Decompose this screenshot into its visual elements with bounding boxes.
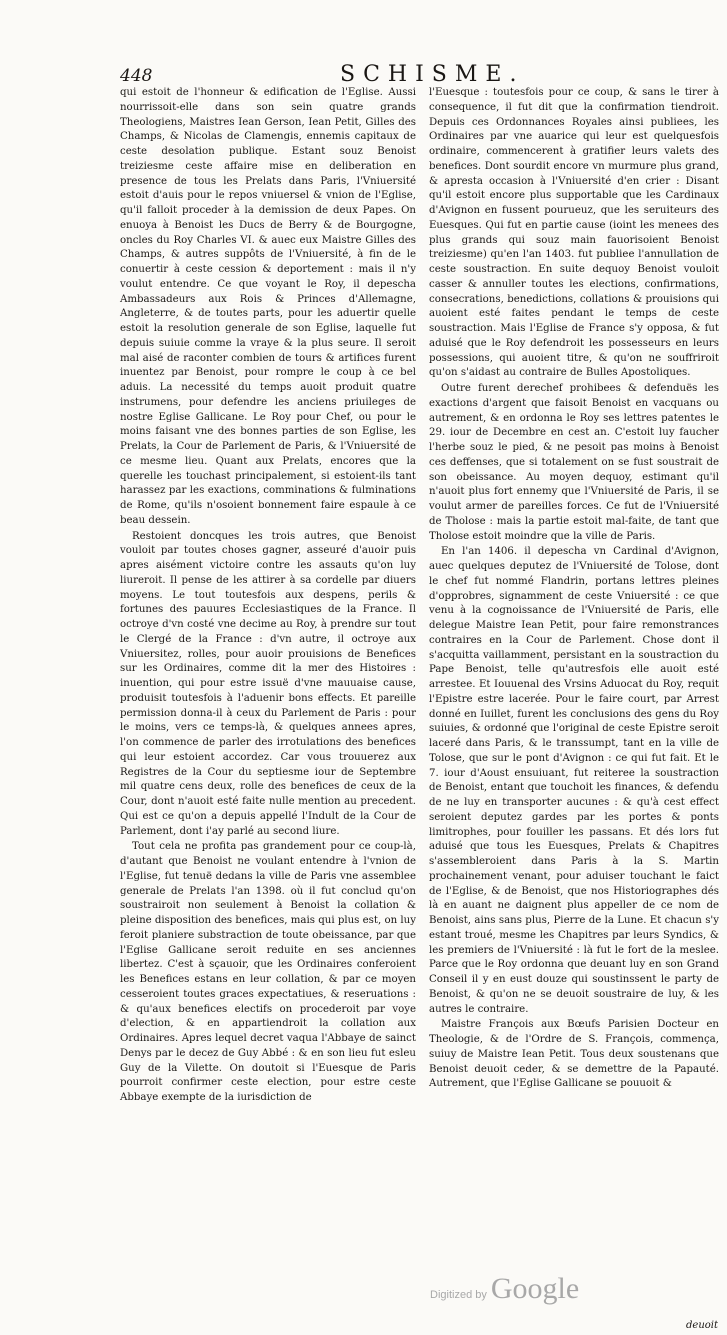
right-column [429,86,719,1092]
running-title: SCHISME. [340,62,525,87]
google-watermark [430,1272,579,1312]
paragraph: Tout cela ne profita pas grandement pour ce coup-là, d'autant que Benoist ne voulant entendre à l'vnion de l'Eglise, fut tenuë dedans la ville de Paris vne assemblee generale de Prelats l'an 1398. où il fut conclud qu'on soustrairoit non seulement à Benoist la collation & pleine disposition des benefices, mais qui plus est, on luy feroit planiere substraction de toute obeissance, par que l'Eglise Gallicane seroit reduite en ses anciennes libertez. C'est à sçauoir, que les Ordinaires conferoient les Benefices estans en leur collation, & par ce moyen cesseroient toutes graces expectatiues, & reseruations : & qu'aux benefices electifs on procederoit par voye d'election, & en appartiendroit la collation aux Ordinaires. Apres lequel decret vaqua l'Abbaye de sainct Denys par le decez de Guy Abbé : & en son lieu fut esleu Guy de la Vilette. On doutoit si l'Euesque de Paris pourroit confirmer ceste election, pour estre ceste Abbaye exempte de la iurisdiction de [120,841,416,1103]
page-number: 448 [120,66,153,86]
watermark-prefix: Digitized by [430,1289,487,1301]
paragraph: En l'an 1406. il depescha vn Cardinal d'Avignon, auec quelques deputez de l'Vniuersité de Tolose, dont le chef fut nommé Flandrin, portans lettres pleines d'opprobres, signamment de ceste Vniuersité : ce que venu à la cognoissance de l'Vniuersité de Paris, elle delegue Maistre Iean Petit, pour faire remonstrances contraires en la Cour de Parlement. Chose dont il s'acquitta vaillamment, persistant en la soustraction du Pape Benoist, telle qu'autresfois elle auoit esté arrestee. Et Iouuenal des Vrsins Aduocat du Roy, requit l'Epistre estre lacerée. Pour le faire court, par Arrest donné en Iuillet, furent les conclusions des gens du Roy suiuies, & ordonné que l'original de ceste Epistre seroit laceré dans Paris, & le transsumpt, tant en la ville de Tolose, que sur le pont d'Avignon : ce qui fut fait. Et le 7. iour d'Aoust ensuiuant, fut reiteree la soustraction de Benoist, entant que touchoit les finances, & defendu de ne luy en transporter aucunes : & qu'à cest effect seroient deputez gardes par les portes & ponts limitrophes, pour fouiller les passans. Et dés lors fut aduisé que tous les Euesques, Prelats & Chapitres s'assembleroient dans Paris à la S. Martin prochainement venant, pour aduiser touchant le faict de l'Eglise, & de Benoist, que nos Historiographes dés là en auant ne daignent plus appeller de ce nom de Benoist, ains sans plus, Pierre de la Lune. Et chacun s'y estant troué, mesme les Chapitres par leurs Syndics, & les premiers de l'Vniuersité : là fut le fort de la meslee. Parce que le Roy ordonna que deuant luy en son Grand Conseil il y en eust douze qui soustinssent le party de Benoist, & qu'on ne se deuoit soustraire de luy, & les autres le contraire. [429,546,719,1015]
paragraph: Restoient doncques les trois autres, que Benoist vouloit par toutes choses gagner, asseuré d'auoir puis apres aisément victoire contre les assauts qu'on luy liureroit. Il pense de les attirer à sa cordelle par diuers moyens. Le tout toutesfois aux despens, perils & fortunes des pauures Ecclesiastiques de la France. Il octroye d'vn costé vne decime au Roy, à prendre sur tout le Clergé de la France : d'vn autre, il octroye aux Vniuersitez, rolles, pour auoir prouisions de Benefices sur les Ordinaires, comme dit la mer des Histoires : inuention, qui pour estre issuë d'vne mauuaise cause, produisit toutesfois à l'aduenir bons effects. Et pareille permission donna-il à ceux du Parlement de Paris : pour le moins, vers ce temps-là, & quelques annees apres, l'on commence de parler des irrotulations des benefices qui leur estoient accordez. Car vous trouuerez aux Registres de la Cour du septiesme iour de Septembre mil quatre cens deux, rolle des benefices de ceux de la Cour, dont n'auoit esté faite nulle mention au precedent. Qui est ce qu'on a depuis appellé l'Indult de la Cour de Parlement, dont i'ay parlé au second liure. [120,530,416,837]
google-logo-icon: Google [490,1272,580,1305]
paragraph: qui estoit de l'honneur & edification de l'Eglise. Aussi nourrissoit-elle dans son sein quatre grands Theologiens, Maistres Iean Gerson, Iean Petit, Gilles des Champs, & Nicolas de Clamengis, ennemis capitaux de ceste desolation publique. Estant souz Benoist treiziesme ceste affaire mise en deliberation en presence de tous les Prelats dans Paris, l'Vniuersité estoit d'auis pour le repos vniuersel & vnion de l'Eglise, qu'il falloit proceder à la demission de deux Papes. On enuoya à Benoist les Ducs de Berry & de Bourgogne, oncles du Roy Charles VI. & auec eux Maistre Gilles des Champs, & autres suppôts de l'Vniuersité, à fin de le conuertir à ceste cession & deportement : mais il n'y voulut entendre. Ce que voyant le Roy, il depescha Ambassadeurs aux Rois & Princes d'Allemagne, Angleterre, & de toutes parts, pour les aduertir quelle estoit la resolution generale de son Eglise, laquelle fut depuis suiuie comme la vraye & la plus seure. Il seroit mal aisé de raconter combien de tours & artifices furent inuentez par Benoist, pour rompre le coup à ce bel aduis. La necessité du temps auoit produit quatre instrumens, pour defendre les anciens priuileges de nostre Eglise Gallicane. Le Roy pour Chef, ou pour le moins faisant vne des bonnes parties de son Eglise, les Prelats, la Cour de Parlement de Paris, & l'Vniuersité de ce mesme lieu. Quant aux Prelats, encores que la querelle les touchast principalement, si estoient-ils tant harassez par les exactions, comminations & fulminations de Rome, qu'ils n'osoient bonnement faire espaule à ce beau dessein. [120,87,416,526]
paragraph: Maistre François aux Bœufs Parisien Docteur en Theologie, & de l'Ordre de S. François, commença, suiuy de Maistre Iean Petit. Tous deux soustenans que Benoist deuoit ceder, & se demettre de la Papauté. Autrement, que l'Eglise Gallicane se pouuoit & [429,1019,719,1090]
paragraph: Outre furent derechef prohibees & defenduës les exactions d'argent que faisoit Benoist en vacquans ou autrement, & en ordonna le Roy ses lettres patentes le 29. iour de Decembre en cest an. C'estoit luy faucher l'herbe souz le pied, & ne pesoit pas moins à Benoist ces deffenses, que si totalement on se fust soustrait de son obeissance. Au moyen dequoy, estimant qu'il n'auoit plus fort ennemy que l'Vniuersité de Paris, il se voulut armer de pareilles forces. Ce fut de l'Vniuersité de Tholose : mais la partie estoit mal-faite, de tant que Tholose estoit moindre que la ville de Paris. [429,383,719,542]
catchword: deuoit [686,1320,718,1331]
left-column [120,86,416,1106]
paragraph: l'Euesque : toutesfois pour ce coup, & sans le tirer à consequence, il fut dit que la confirmation tiendroit. Depuis ces Ordonnances Royales ainsi publiees, les Ordinaires par vne auarice qui leur est quelquesfois ordinaire, commencerent à gratifier leurs valets des benefices. Dont sourdit encore vn murmure plus grand, & apresta occasion à l'Vniuersité d'en crier : Disant qu'il estoit encore plus supportable que les Cardinaux d'Avignon en fussent pourueuz, que les seruiteurs des Euesques. Qui fut en partie cause (ioint les menees des plus grands qui souz main fauorisoient Benoist treiziesme) qu'en l'an 1403. fut publiee l'annullation de ceste soustraction. En suite dequoy Benoist vouloit casser & annuller toutes les elections, confirmations, consecrations, benedictions, collations & prouisions qui auoient esté faites pendant le temps de ceste soustraction. Mais l'Eglise de France s'y opposa, & fut aduisé que le Roy defendroit les possesseurs en leurs possessions, qui auoient titre, & qu'on ne souffriroit qu'on s'aidast au contraire de Bulles Apostoliques. [429,87,719,379]
